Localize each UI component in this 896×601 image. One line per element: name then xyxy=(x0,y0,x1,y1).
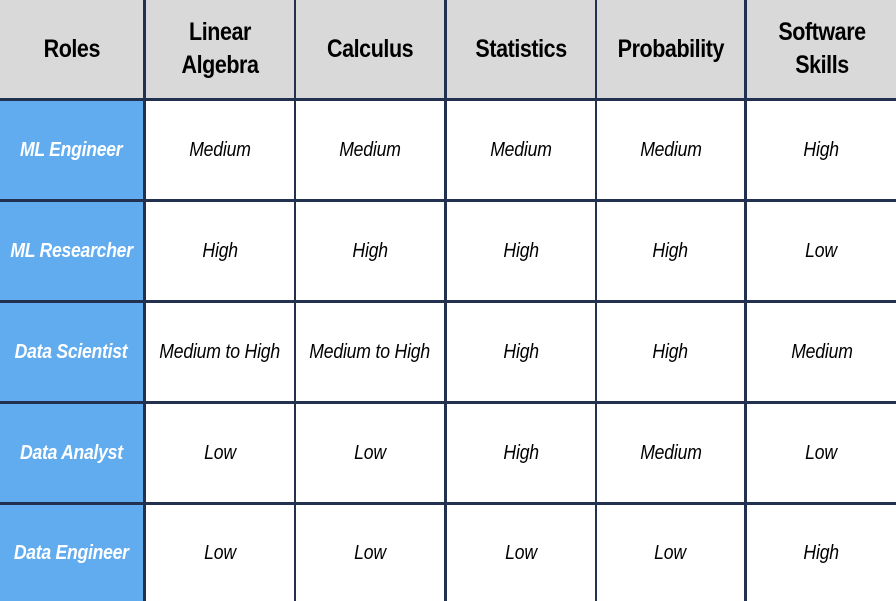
cell-data-engineer-statistics-text: Low xyxy=(505,541,537,564)
column-header-linear-algebra xyxy=(146,0,294,98)
cell-data-engineer-linear-algebra-text: Low xyxy=(204,541,236,564)
row-header-data-engineer xyxy=(0,505,143,601)
cell-data-analyst-linear-algebra xyxy=(146,404,294,502)
cell-data-analyst-calculus-text: Low xyxy=(354,441,386,464)
column-header-probability xyxy=(597,0,744,98)
cell-data-analyst-statistics xyxy=(447,404,595,502)
row-header-ml-engineer xyxy=(0,101,143,199)
row-header-ml-engineer-text: ML Engineer xyxy=(20,138,123,161)
column-header-statistics xyxy=(447,0,595,98)
cell-ml-researcher-calculus-text: High xyxy=(352,239,388,262)
cell-data-scientist-probability-text: High xyxy=(652,340,689,363)
row-header-data-engineer-text: Data Engineer xyxy=(14,541,129,564)
cell-ml-researcher-linear-algebra xyxy=(146,202,294,300)
cell-data-scientist-software-skills-text: Medium xyxy=(790,340,853,363)
column-header-calculus xyxy=(296,0,444,98)
cell-ml-engineer-statistics-text: Medium xyxy=(490,138,552,161)
cell-data-analyst-linear-algebra-text: Low xyxy=(204,441,236,464)
row-header-data-scientist xyxy=(0,303,143,401)
cell-data-analyst-probability-text: Medium xyxy=(639,441,702,464)
row-header-ml-researcher-text: ML Researcher xyxy=(10,239,133,262)
cell-data-analyst-statistics-text: High xyxy=(503,441,539,464)
row-header-data-analyst-text: Data Analyst xyxy=(20,441,123,464)
cell-data-scientist-probability xyxy=(597,303,744,401)
cell-data-engineer-linear-algebra xyxy=(146,505,294,601)
cell-ml-engineer-probability-text: Medium xyxy=(639,138,702,161)
cell-data-analyst-calculus xyxy=(296,404,444,502)
cell-ml-researcher-statistics-text: High xyxy=(503,239,539,262)
cell-data-engineer-probability-text: Low xyxy=(654,541,687,564)
cell-ml-engineer-linear-algebra xyxy=(146,101,294,199)
row-header-data-scientist-text: Data Scientist xyxy=(15,340,128,363)
cell-ml-researcher-software-skills-text: Low xyxy=(805,239,838,262)
cell-ml-researcher-probability xyxy=(597,202,744,300)
row-header-data-analyst xyxy=(0,404,143,502)
cell-data-engineer-software-skills-text: High xyxy=(803,541,840,564)
cell-data-analyst-probability xyxy=(597,404,744,502)
cell-ml-researcher-statistics xyxy=(447,202,595,300)
cell-data-analyst-software-skills xyxy=(747,404,896,502)
cell-ml-engineer-probability xyxy=(597,101,744,199)
header-corner-roles-text: Roles xyxy=(43,34,100,63)
column-header-statistics-text: Statistics xyxy=(475,34,567,63)
cell-data-analyst-software-skills-text: Low xyxy=(805,441,838,464)
cell-ml-researcher-calculus xyxy=(296,202,444,300)
cell-ml-researcher-linear-algebra-text: High xyxy=(202,239,238,262)
cell-data-scientist-calculus xyxy=(296,303,444,401)
cell-data-scientist-statistics xyxy=(447,303,595,401)
cell-data-scientist-software-skills xyxy=(747,303,896,401)
column-header-calculus-text: Calculus xyxy=(326,34,414,63)
cell-data-engineer-statistics xyxy=(447,505,595,601)
cell-data-scientist-calculus-text: Medium to High xyxy=(309,340,431,363)
cell-ml-engineer-software-skills xyxy=(747,101,896,199)
cell-data-scientist-statistics-text: High xyxy=(503,340,539,363)
cell-data-engineer-probability xyxy=(597,505,744,601)
cell-ml-engineer-linear-algebra-text: Medium xyxy=(189,138,251,161)
cell-ml-engineer-calculus-text: Medium xyxy=(339,138,401,161)
column-header-linear-algebra-text: Linear Algebra xyxy=(181,18,259,79)
cell-ml-researcher-probability-text: High xyxy=(652,239,689,262)
cell-data-engineer-calculus xyxy=(296,505,444,601)
column-header-probability-text: Probability xyxy=(617,34,724,63)
header-corner-roles xyxy=(0,0,143,98)
cell-ml-researcher-software-skills xyxy=(747,202,896,300)
column-header-software-skills-text: Software Skills xyxy=(777,18,866,79)
cell-data-engineer-software-skills xyxy=(747,505,896,601)
cell-ml-engineer-software-skills-text: High xyxy=(803,138,840,161)
cell-data-scientist-linear-algebra xyxy=(146,303,294,401)
row-header-ml-researcher xyxy=(0,202,143,300)
column-header-software-skills xyxy=(747,0,896,98)
cell-ml-engineer-statistics xyxy=(447,101,595,199)
cell-data-engineer-calculus-text: Low xyxy=(354,541,386,564)
cell-data-scientist-linear-algebra-text: Medium to High xyxy=(159,340,281,363)
cell-ml-engineer-calculus xyxy=(296,101,444,199)
